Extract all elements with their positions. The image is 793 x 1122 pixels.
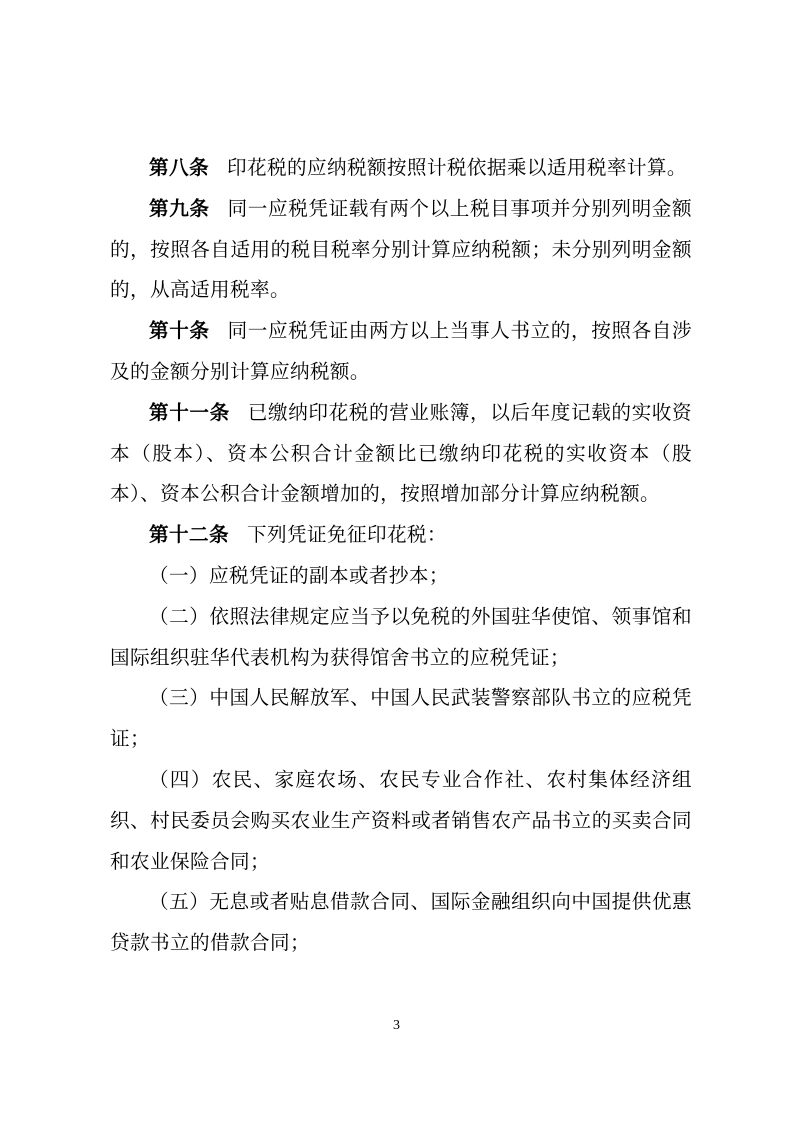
- item-text: （四）农民、家庭农场、农民专业合作社、农村集体经济组织、村民委员会购买农业生产资料或者销售农产品书立的买卖合同和农业保险合同；: [110, 767, 692, 873]
- article-11-paragraph: [110, 393, 692, 515]
- article-heading: 第十一条: [149, 400, 230, 424]
- item-text: （二）依照法律规定应当予以免税的外国驻华使馆、领事馆和国际组织驻华代表机构为获得馆舍书立的应税凭证；: [110, 604, 692, 669]
- article-10-paragraph: [110, 311, 692, 393]
- article-text: 同一应税凭证载有两个以上税目事项并分别列明金额的，按照各自适用的税目税率分别计算应纳税额；未分别列明金额的，从高适用税率。: [110, 196, 693, 302]
- article-8-paragraph: [110, 148, 692, 189]
- item-text: （五）无息或者贴息借款合同、国际金融组织向中国提供优惠贷款书立的借款合同；: [110, 890, 692, 955]
- article-text: 印花税的应纳税额按照计税依据乘以适用税率计算。: [226, 156, 687, 179]
- exemption-item-2: [110, 597, 692, 679]
- article-12-paragraph: [110, 515, 692, 556]
- article-heading: 第十二条: [149, 523, 229, 547]
- exemption-item-1: [110, 556, 692, 597]
- article-9-paragraph: [110, 189, 692, 311]
- article-text: 同一应税凭证由两方以上当事人书立的，按照各自涉及的金额分别计算应纳税额。: [110, 319, 693, 383]
- article-heading: 第八条: [149, 156, 209, 179]
- article-text: 已缴纳印花税的营业账簿，以后年度记载的实收资本（股本）、资本公积合计金额比已缴纳印花税的实收资本（股本）、资本公积合计金额增加的，按照增加部分计算应纳税额。: [110, 400, 692, 506]
- item-text: （三）中国人民解放军、中国人民武装警察部队书立的应税凭证；: [110, 686, 692, 751]
- document-body: [110, 148, 692, 964]
- article-heading: 第十条: [149, 319, 210, 343]
- page-number: 3: [393, 1018, 400, 1033]
- article-text: 下列凭证免征印花税：: [246, 523, 447, 547]
- exemption-item-5: [110, 882, 692, 964]
- exemption-item-4: [110, 760, 692, 882]
- item-text: （一）应税凭证的副本或者抄本；: [149, 563, 449, 587]
- exemption-item-3: [110, 678, 692, 760]
- article-heading: 第九条: [149, 196, 210, 220]
